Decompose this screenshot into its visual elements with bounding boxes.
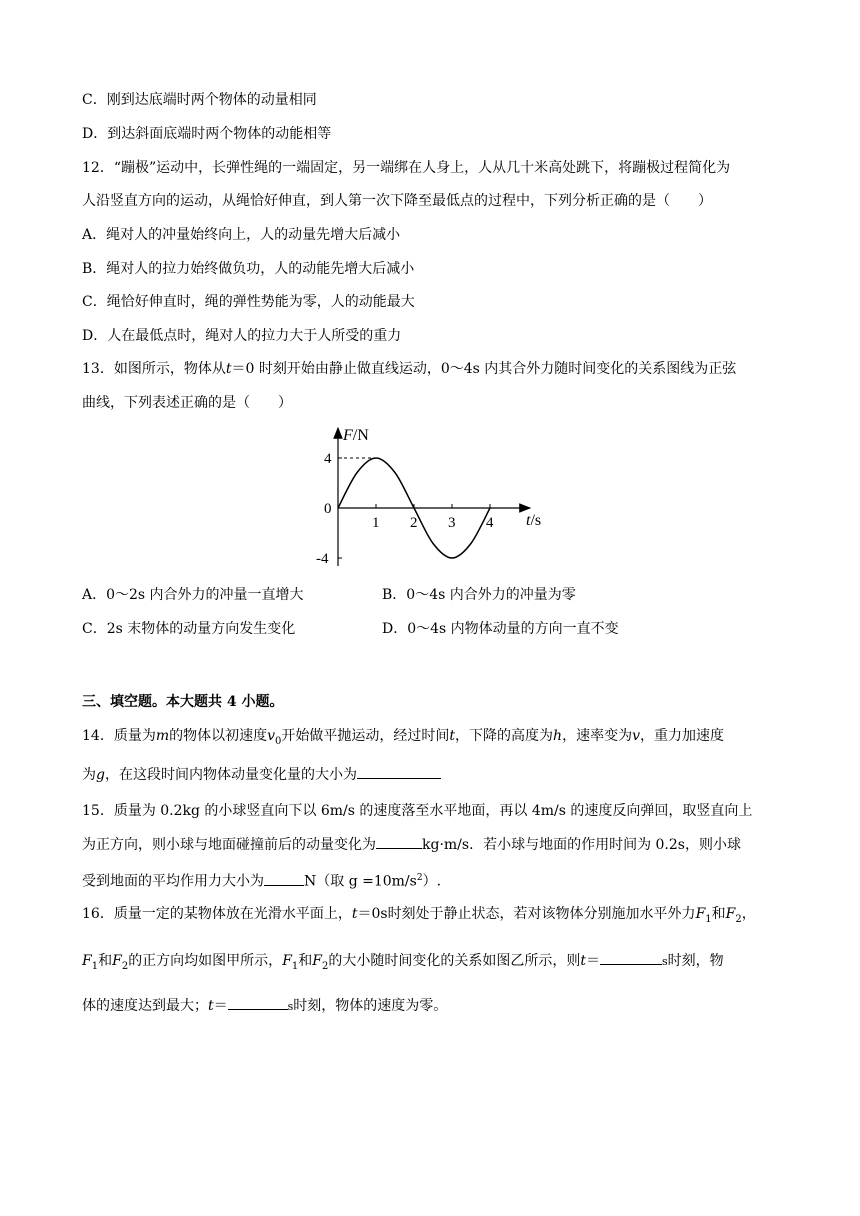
q15-line1: 15．质量为 0.2kg 的小球竖直向下以 6m/s 的速度落至水平地面，再以 4m/s 的速度反向弹回，取竖直向上 [82, 803, 753, 819]
y-tick-label: 4 [324, 451, 332, 467]
q11-option-d: D．到达斜面底端时两个物体的动能相等 [82, 126, 332, 142]
x-tick-label: 3 [448, 515, 456, 531]
y-tick-label: -4 [316, 551, 329, 567]
q16-blank-1[interactable] [600, 950, 662, 965]
section3-heading: 三、填空题。本大题共 4 小题。 [82, 694, 284, 710]
q16-blank-2[interactable] [228, 995, 288, 1010]
q14-line1: 14．质量为m的物体以初速度$v_0$开始做平抛运动，经过时间t，下降的高度为h，速率变为v，重力加速度 [82, 728, 724, 747]
x-tick-label: 2 [410, 515, 418, 531]
q15-blank-1[interactable] [376, 834, 422, 849]
q13-option-d: D．0～4s 内物体动量的方向一直不变 [382, 621, 619, 637]
y-tick-label: 0 [324, 501, 332, 517]
x-tick-label: 4 [486, 515, 494, 531]
q13-option-c: C．2s 末物体的动量方向发生变化 [82, 621, 296, 637]
q14-answer-blank[interactable] [357, 764, 441, 779]
q16-line1: 16．质量一定的某物体放在光滑水平面上，t＝0s时刻处于静止状态，若对该物体分别施加水平外力$F_1$和$F_2$， [82, 906, 756, 925]
q12-stem-line2: 人沿竖直方向的运动，从绳恰好伸直，到人第一次下降至最低点的过程中，下列分析正确的是（ ） [82, 193, 712, 209]
q15-blank-2[interactable] [264, 871, 304, 886]
q16-line2: $F_1$和$F_2$的正方向均如图甲所示，$F_1$和$F_2$的大小随时间变化的关系如图乙所示，则t＝ s时刻，物 [82, 950, 724, 977]
force-time-graph [300, 420, 560, 580]
q13-option-a: A．0～2s 内合外力的冲量一直增大 [82, 587, 304, 603]
q11-option-c: C．刚到达底端时两个物体的动量相同 [82, 92, 317, 108]
q12-option-a: A．绳对人的冲量始终向上，人的动量先增大后减小 [82, 227, 401, 243]
q15-line2: 为正方向，则小球与地面碰撞前后的动量变化为 kg·m/s．若小球与地面的作用时间为 0.2s，则小球 [82, 834, 741, 855]
q12-option-c: C．绳恰好伸直时，绳的弹性势能为零，人的动能最大 [82, 294, 415, 310]
q13-option-b: B．0～4s 内合外力的冲量为零 [382, 587, 576, 603]
q12-option-d: D．人在最低点时，绳对人的拉力大于人所受的重力 [82, 328, 402, 344]
q16-line3: 体的速度达到最大；t＝ s时刻，物体的速度为零。 [82, 995, 447, 1017]
q12-option-b: B．绳对人的拉力始终做负功，人的动能先增大后减小 [82, 261, 415, 277]
q13-stem-line1: 13．如图所示，物体从t＝0 时刻开始由静止做直线运动，0～4s 内其合外力随时间变化的关系图线为正弦 [82, 361, 737, 377]
q14-line2: 为g，在这段时间内物体动量变化量的大小为 [82, 764, 441, 785]
x-axis-label: t/s [526, 512, 542, 529]
y-axis-label: F/N [343, 427, 369, 444]
x-tick-label: 1 [372, 515, 380, 531]
q15-line3: 受到地面的平均作用力大小为 N（取 $g =10m/s^2$）. [82, 868, 441, 892]
q13-stem-line2: 曲线，下列表述正确的是（ ） [82, 395, 292, 411]
q12-stem-line1: 12．“蹦极”运动中，长弹性绳的一端固定，另一端绑在人身上，人从几十米高处跳下，将蹦极过程简化为 [82, 160, 731, 176]
